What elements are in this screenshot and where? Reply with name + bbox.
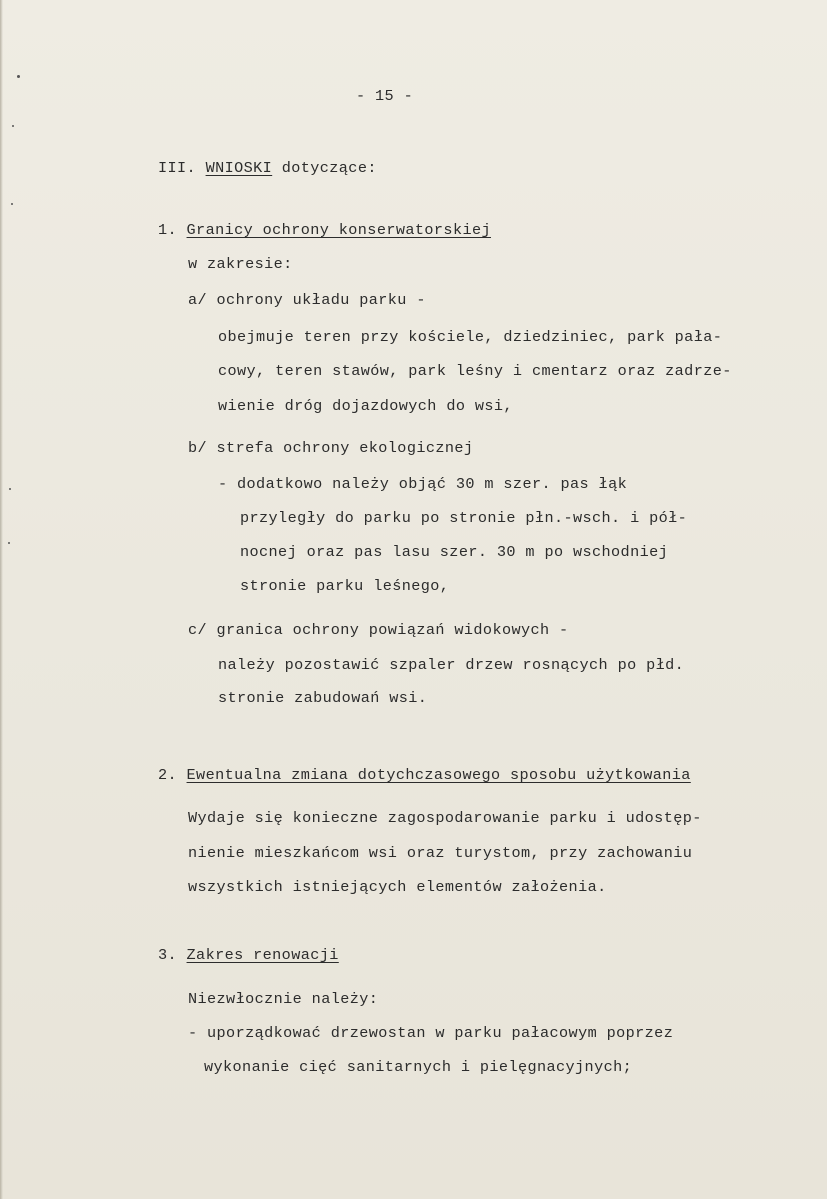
point3-line: wykonanie cięć sanitarnych i pielęgnacyjnych; [204,1058,633,1076]
page-number: - 15 - [356,87,414,105]
point1-b-line: - dodatkowo należy objąć 30 m szer. pas łąk [218,475,628,493]
point1-subtitle: w zakresie: [188,255,293,273]
paper-speck [8,542,10,544]
section-title [158,158,377,178]
point1-a-line: cowy, teren stawów, park leśny i cmentarz oraz zadrze- [218,362,732,380]
point1-b-line: nocnej oraz pas lasu szer. 30 m po wschodniej [240,543,669,561]
paper-speck [17,75,20,78]
point1-b-line: stronie parku leśnego, [240,577,450,595]
point1-c-heading: c/ granica ochrony powiązań widokowych - [188,621,569,639]
section-title-number: III. [158,159,197,177]
section-title-underlined: WNIOSKI [205,159,273,177]
point2-heading [158,765,691,785]
point1-number: 1. [158,221,178,239]
paper-speck [9,488,11,490]
point3-line: - uporządkować drzewostan w parku pałacowym poprzez [188,1024,674,1042]
point2-title: Ewentualna zmiana dotychczasowego sposobu użytkowania [186,766,691,784]
paper-speck [11,203,13,205]
point2-line: nienie mieszkańcom wsi oraz turystom, przy zachowaniu [188,844,693,862]
point1-c-line: stronie zabudowań wsi. [218,689,428,707]
point3-heading [158,945,339,965]
point1-title: Granicy ochrony konserwatorskiej [186,221,491,239]
point1-a-heading: a/ ochrony układu parku - [188,291,426,309]
point1-a-line: wienie dróg dojazdowych do wsi, [218,397,513,415]
paper-speck [12,125,14,127]
point1-a-line: obejmuje teren przy kościele, dziedziniec, park pała- [218,328,723,346]
point2-number: 2. [158,766,178,784]
point1-heading [158,220,491,240]
point1-b-line: przyległy do parku po stronie płn.-wsch. i pół- [240,509,688,527]
section-title-rest: dotyczące: [281,159,377,177]
point3-subtitle: Niezwłocznie należy: [188,990,379,1008]
point2-line: wszystkich istniejących elementów założenia. [188,878,607,896]
point2-line: Wydaje się konieczne zagospodarowanie parku i udostęp- [188,809,702,827]
paper-edge-shadow [0,0,3,1199]
point3-title: Zakres renowacji [186,946,339,964]
point1-c-line: należy pozostawić szpaler drzew rosnących po płd. [218,656,685,674]
point3-number: 3. [158,946,178,964]
point1-b-heading: b/ strefa ochrony ekologicznej [188,439,474,457]
